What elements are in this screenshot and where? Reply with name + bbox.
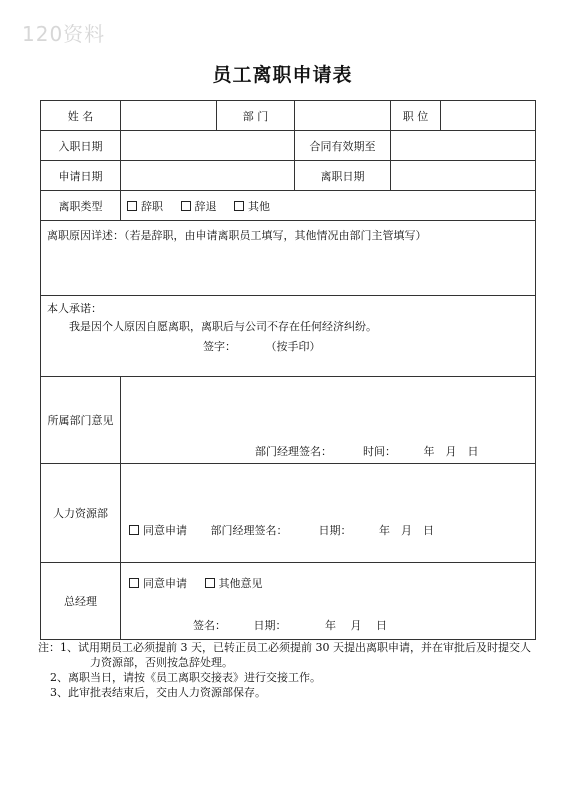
checkbox-icon: [129, 578, 139, 588]
type-option-dismiss[interactable]: [181, 198, 217, 214]
commitment-text: 我是因个人原因自愿离职，离职后与公司不存在任何经济纠纷。: [69, 320, 377, 333]
checkbox-icon: [205, 578, 215, 588]
note-3: 3、此审批表结束后，交由人力资源部保存。: [50, 686, 266, 699]
hr-opinion-field: [121, 464, 536, 563]
type-option-label: 其他: [248, 199, 270, 213]
resignation-form-table: [40, 100, 536, 640]
commitment-label: 本人承诺：: [47, 302, 102, 315]
apply-date-label: 申请日期: [41, 161, 121, 191]
type-options: [121, 191, 536, 221]
gm-opinion-field: [121, 563, 536, 640]
gm-agree-option[interactable]: [129, 575, 187, 591]
checkbox-icon: [127, 201, 137, 211]
gm-agree-label: 同意申请: [143, 577, 187, 590]
row-reason: [41, 221, 536, 296]
signature-label: 签字：: [203, 340, 236, 353]
notes: [38, 640, 538, 700]
type-option-other[interactable]: [234, 198, 270, 214]
hr-agree-option[interactable]: [129, 522, 187, 538]
dept-opinion-field[interactable]: [121, 377, 536, 464]
join-date-label: 入职日期: [41, 131, 121, 161]
name-field[interactable]: [121, 101, 217, 131]
type-option-label: 辞职: [141, 199, 163, 213]
commitment-cell: [41, 296, 536, 377]
name-label: 姓 名: [41, 101, 121, 131]
reason-label: 离职原因详述：（若是辞职，由申请离职员工填写，其他情况由部门主管填写）: [47, 229, 427, 242]
watermark: 120资料: [22, 22, 106, 46]
hr-approval-line: [129, 522, 434, 538]
gm-sign-line: 签名： 日期： 年 月 日: [193, 619, 387, 632]
type-option-resign[interactable]: [127, 198, 163, 214]
page-title: 员工离职申请表: [212, 64, 353, 86]
hr-label: 人力资源部: [41, 464, 121, 563]
gm-label: 总经理: [41, 563, 121, 640]
gm-other-label: 其他意见: [218, 577, 263, 590]
type-option-label: 辞退: [194, 199, 217, 213]
note-2: 2、离职当日，请按《员工离职交接表》进行交接工作。: [50, 671, 321, 684]
row-basic-info: [41, 101, 536, 131]
note-1-continued: 力资源部，否则按急辞处理。: [90, 656, 233, 669]
contract-field[interactable]: [391, 131, 536, 161]
apply-date-field[interactable]: [121, 161, 295, 191]
row-join-date: [41, 131, 536, 161]
leave-date-field[interactable]: [391, 161, 536, 191]
type-label: 离职类型: [41, 191, 121, 221]
leave-date-label: 离职日期: [295, 161, 391, 191]
reason-cell[interactable]: [41, 221, 536, 296]
dept-opinion-label: 所属部门意见: [41, 377, 121, 464]
checkbox-icon: [181, 201, 191, 211]
signature-area[interactable]: [203, 338, 321, 354]
row-commitment: [41, 296, 536, 377]
gm-options: [129, 575, 277, 591]
position-label: 职 位: [391, 101, 441, 131]
note-1: 注：1、试用期员工必须提前 3 天，已转正员工必须提前 30 天提出离职申请，并在审批后及时提交人: [38, 641, 531, 654]
row-hr: [41, 464, 536, 563]
gm-other-option[interactable]: [205, 575, 263, 591]
dept-field[interactable]: [295, 101, 391, 131]
contract-label: 合同有效期至: [295, 131, 391, 161]
join-date-field[interactable]: [121, 131, 295, 161]
hr-sign-line: 部门经理签名： 日期： 年 月 日: [210, 524, 434, 537]
position-field[interactable]: [441, 101, 536, 131]
fingerprint-hint: （按手印）: [265, 340, 321, 353]
hr-agree-label: 同意申请: [143, 524, 187, 537]
row-apply-date: [41, 161, 536, 191]
checkbox-icon: [129, 525, 139, 535]
row-dept-opinion: [41, 377, 536, 464]
dept-sign-line: 部门经理签名： 时间： 年 月 日: [255, 445, 479, 458]
row-gm: [41, 563, 536, 640]
dept-label: 部 门: [217, 101, 295, 131]
row-leave-type: [41, 191, 536, 221]
checkbox-icon: [234, 201, 244, 211]
